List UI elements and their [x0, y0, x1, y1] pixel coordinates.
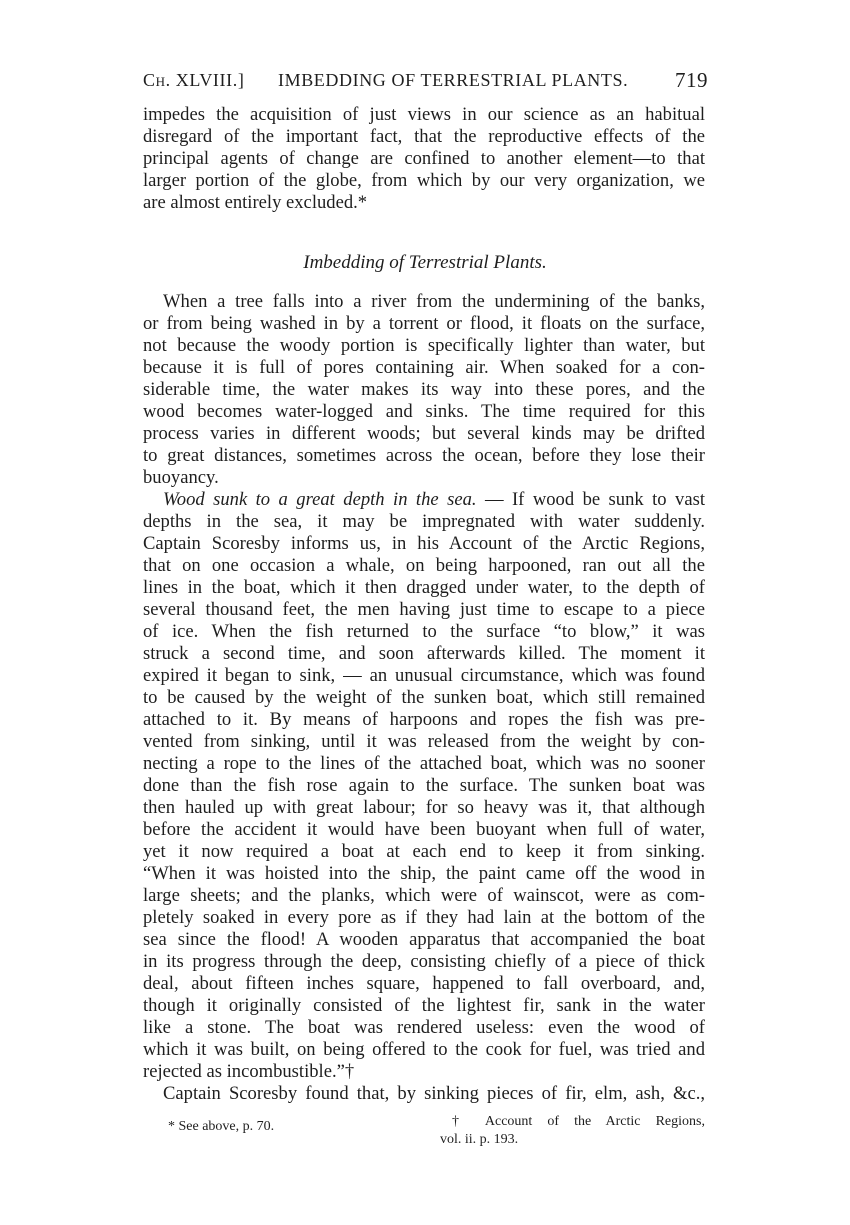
- footnote-see-above: * See above, p. 70.: [168, 1119, 275, 1134]
- text-line: larger portion of the globe, from which by our very organization, we: [143, 170, 705, 191]
- running-title: IMBEDDING OF TERRESTRIAL PLANTS.: [278, 70, 629, 90]
- running-header: [143, 70, 708, 98]
- text-line: pletely soaked in every pore as if they had lain at the bottom of the: [143, 907, 705, 928]
- text-line: attached to it. By means of harpoons and ropes the fish was pre-: [143, 709, 705, 730]
- text-line: because it is full of pores containing air. When soaked for a con-: [143, 357, 705, 378]
- text-line: that on one occasion a whale, on being harpooned, ran out all the: [143, 555, 705, 576]
- text-line: then hauled up with great labour; for so heavy was it, that although: [143, 797, 705, 818]
- text-line: process varies in different woods; but several kinds may be drifted: [143, 423, 705, 444]
- text-line: expired it began to sink, — an unusual circumstance, which was found: [143, 665, 705, 686]
- text-line: When a tree falls into a river from the undermining of the banks,: [163, 291, 705, 312]
- text-line: not because the woody portion is specifically lighter than water, but: [143, 335, 705, 356]
- text-line: [163, 489, 705, 511]
- text-line: like a stone. The boat was rendered useless: even the wood of: [143, 1017, 705, 1038]
- text-line: done than the fish rose again to the surface. The sunken boat was: [143, 775, 705, 796]
- text-line: principal agents of change are confined to another element—to that: [143, 148, 705, 169]
- text-line: though it originally consisted of the lightest fir, sank in the water: [143, 995, 705, 1016]
- footnote-line: † Account of the Arctic Regions,: [452, 1114, 705, 1129]
- text-line: siderable time, the water makes its way into these pores, and the: [143, 379, 705, 400]
- text-line: Captain Scoresby found that, by sinking pieces of fir, elm, ash, &c.,: [163, 1083, 705, 1104]
- text-line: to great distances, sometimes across the ocean, before they lose their: [143, 445, 705, 466]
- text-line: buoyancy.: [143, 467, 219, 488]
- text-line: Captain Scoresby informs us, in his Account of the Arctic Regions,: [143, 533, 705, 554]
- text-line: necting a rope to the lines of the attached boat, which was no sooner: [143, 753, 705, 774]
- text-line: or from being washed in by a torrent or flood, it floats on the surface,: [143, 313, 705, 334]
- text-line: wood becomes water-logged and sinks. The time required for this: [143, 401, 705, 422]
- section-heading: Imbedding of Terrestrial Plants.: [303, 252, 547, 273]
- text-line: large sheets; and the planks, which were of wainscot, were as com-: [143, 885, 705, 906]
- text-line: before the accident it would have been buoyant when full of water,: [143, 819, 705, 840]
- text-line: in its progress through the deep, consisting chiefly of a piece of thick: [143, 951, 705, 972]
- chapter-label: Ch. XLVIII.]: [143, 70, 245, 90]
- text-line: vented from sinking, until it was released from the weight by con-: [143, 731, 705, 752]
- text-line: rejected as incombustible.”†: [143, 1061, 355, 1082]
- page-number: 719: [675, 68, 708, 92]
- text-line: are almost entirely excluded.*: [143, 192, 368, 213]
- text-line: to be caused by the weight of the sunken boat, which still remained: [143, 687, 705, 708]
- text-line: deal, about fifteen inches square, happened to fall overboard, and,: [143, 973, 705, 994]
- text-line: several thousand feet, the men having just time to escape to a piece: [143, 599, 705, 620]
- text-line: impedes the acquisition of just views in our science as an habitual: [143, 104, 705, 125]
- text-line: sea since the flood! A wooden apparatus that accompanied the boat: [143, 929, 705, 950]
- footnote-account-reference: [440, 1113, 705, 1149]
- paragraph-run-in-heading: Wood sunk to a great depth in the sea.: [163, 489, 477, 510]
- text-line: yet it now required a boat at each end to keep it from sinking.: [143, 841, 705, 862]
- footnote-line: vol. ii. p. 193.: [440, 1132, 519, 1147]
- text-line: struck a second time, and soon afterwards killed. The moment it: [143, 643, 705, 664]
- text-span: — If wood be sunk to vast: [476, 489, 705, 510]
- text-line: of ice. When the fish returned to the surface “to blow,” it was: [143, 621, 705, 642]
- text-line: disregard of the important fact, that the reproductive effects of the: [143, 126, 705, 147]
- text-line: “When it was hoisted into the ship, the paint came off the wood in: [143, 863, 705, 884]
- text-line: depths in the sea, it may be impregnated with water suddenly.: [143, 511, 705, 532]
- text-line: lines in the boat, which it then dragged under water, to the depth of: [143, 577, 705, 598]
- text-line: which it was built, on being offered to the cook for fuel, was tried and: [143, 1039, 705, 1060]
